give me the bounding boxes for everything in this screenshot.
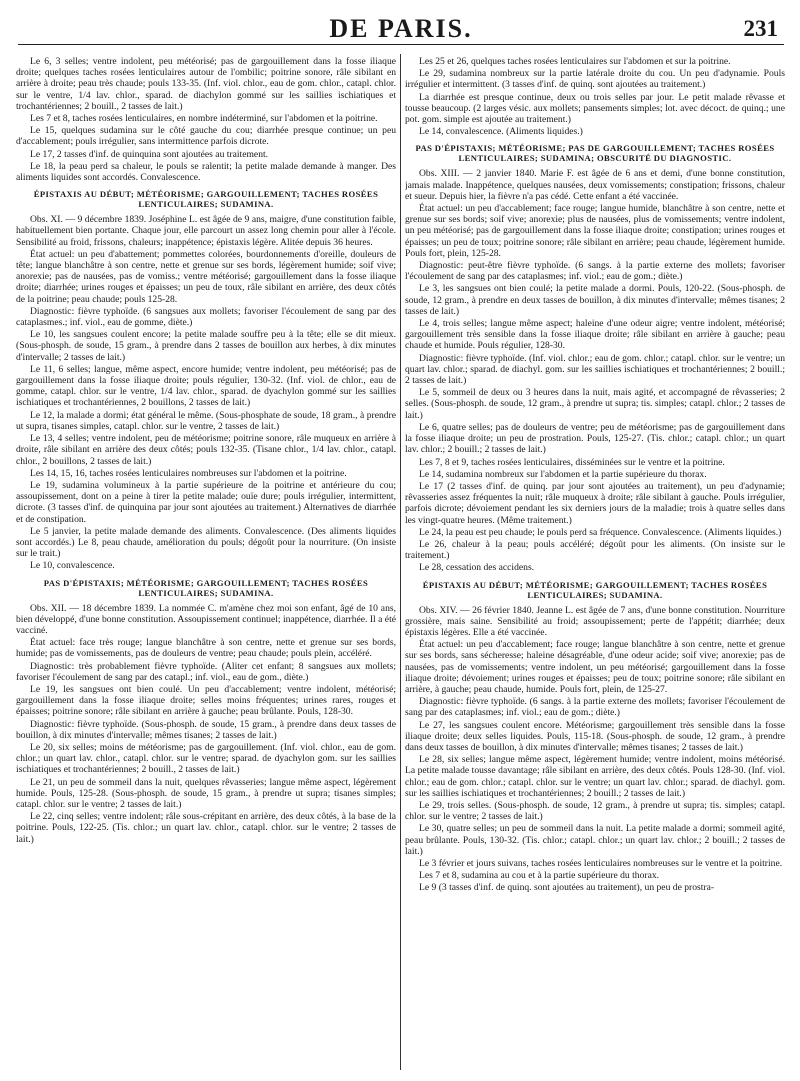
paragraph: Diagnostic: très probablement fièvre typhoïde. (Aliter cet enfant; 8 sangsues aux mollets; favoriser l'écoulement de sang par des catapl.; inf. viol., eau de gom., diète.) xyxy=(16,660,396,683)
paragraph: Les 7 et 8, sudamina au cou et à la partie supérieure du thorax. xyxy=(419,870,660,882)
paragraph: Les 7, 8 et 9, taches rosées lenticulaires, disséminées sur le ventre et la poitrine. xyxy=(419,456,725,468)
section-heading: PAS D'ÉPISTAXIS; MÉTÉORISME; GARGOUILLEMENT; TACHES ROSÉES LENTICULAIRES; SUDAMINA. xyxy=(43,577,369,598)
paragraph: Diagnostic: fièvre typhoïde. (6 sangsues aux mollets; favoriser l'écoulement de sang par des cataplasmes.; inf. viol., eau de gomme, diète.) xyxy=(16,305,396,329)
paragraph: Le 22, cinq selles; ventre indolent; râle sous-crépitant en arrière, des deux côtés, à la base de la poitrine. Pouls, 122-25. (Tis. chlor.; un quart lav. chlor., catapl. chlor. sur le ventre; 2 tasses de lait.) xyxy=(16,811,396,845)
paragraph: Le 20, six selles; moins de météorisme; pas de gargouillement. (Inf. viol. chlor., eau de gom. chlor.; un quart lav. chlor., catapl. chlor. sur le ventre; sparad. de dyachylon gom. sur les saillies ischiatiques et trochantériennes; 2 bouill., 2 tasses de lait.) xyxy=(16,741,396,776)
paragraph: État actuel: un peu d'accablement; face rouge; langue humide, blanchâtre à son centre, nette et grenue sur ses bords; soif vive; anorexie; plus de nausées, plus de vomissements; ventre indolent, un peu météorisé; pas de gargouillement dans la fosse iliaque droite; constipation; urines rouges et épaisses; un peu de toux; poitrine sonore; râle sibilant en arrière; peau chaude, légèrement humide. Pouls fort, plein, 125-28. xyxy=(405,203,785,259)
paragraph: Le 29, sudamina nombreux sur la partie latérale droite du cou. Un peu d'adynamie. Pouls irrégulier et intermittent. (3 tasses d'inf. de quinq. sont ajoutées au traitement.) xyxy=(405,68,785,91)
paragraph: Le 18, la peau perd sa chaleur, le pouls se ralentit; la petite malade demande à manger. Des aliments liquides sont accordés. Convalescence. xyxy=(16,160,396,184)
section-heading: ÉPISTAXIS AU DÉBUT; MÉTÉORISME; GARGOUILLEMENT; TACHES ROSÉES LENTICULAIRES; SUDAMINA. xyxy=(33,189,379,210)
paragraph: Le 13, 4 selles; ventre indolent, peu de météorisme; poitrine sonore, râle muqueux en arrière à droite, râle sibilant en arrière des deux côtés; pouls 132-35. (Tisane chlor., 1/4 lav. chlor., catapl. chlor., 2 bouillons, 2 tasses de lait.) xyxy=(16,433,396,467)
paragraph: Le 5 janvier, la petite malade demande des aliments. Convalescence. (Des aliments liquides sont accordés.) Le 8, peau chaude, amélioration du pouls; dégoût pour la nourriture. (On insiste sur le trait.) xyxy=(16,525,396,560)
paragraph: Le 17, 2 tasses d'inf. de quinquina sont ajoutées au traitement. xyxy=(30,148,269,160)
left-column xyxy=(16,56,396,1068)
paragraph: État actuel: un peu d'accablement; face rouge; langue blanchâtre à son centre, nette et grenue sur ses bords, sans sécheresse; haleine désagréable, d'une odeur acide; soif vive; anorexie; pas de nausées, pas de vomissements; ventre indolent, un peu météorisé; gargouillement dans la fosse iliaque droite; dévoiement; urines rouges et épaisses; peu de toux; poitrine sonore; râle sibilant en arrière, à gauche; peau chaude, humide. Pouls fort, plein, de 125-27. xyxy=(405,639,785,695)
paragraph: Le 28, cessation des accidens. xyxy=(419,562,535,574)
page-number: 231 xyxy=(743,16,778,41)
paragraph: Le 10, convalescence. xyxy=(30,560,115,572)
paragraph: La diarrhée est presque continue, deux ou trois selles par jour. Le petit malade rêvasse et tousse beaucoup. (2 larges vésic. aux mollets; pansements simples; lot. avec décoct. de quinq.; une pot. gom. simple est ajoutée au traitement.) xyxy=(405,91,785,126)
column-divider xyxy=(400,54,401,1070)
section-heading: PAS D'ÉPISTAXIS; MÉTÉORISME; PAS DE GARGOUILLEMENT; TACHES ROSÉES LENTICULAIRES; SUDAMINA; OBSCURITÉ DU DIAGNOSTIC. xyxy=(415,143,775,164)
paragraph: Le 17 (2 tasses d'inf. de quinq. par jour sont ajoutées au traitement), un peu d'adynamie; rêvasseries assez fréquentes la nuit; râle muqueux à droite; râle sibilant à gauche. Pouls irrégulier, parfois dicrote; dévoiement pendant les six derniers jours de la maladie; trois à quatre selles dans les vingt-quatre heures. (Même traitement.) xyxy=(405,480,785,526)
paragraph: Le 21, un peu de sommeil dans la nuit, quelques rêvasseries; langue même aspect, légèrement humide. Pouls, 125-28. (Sous-phosph. de soude, 15 gram., à prendre ut supra; tisanes simples; catapl. chlor. sur le ventre; 2 tasses de lait.) xyxy=(16,776,396,810)
paragraph: Le 10, les sangsues coulent encore; la petite malade souffre peu à la tête; elle se dit mieux. (Sous-phosph. de soude, 15 gram., à prendre dans 2 tasses de bouillon aux herbes, à dix minutes d'intervalle; 2 tasses de lait.) xyxy=(16,329,396,363)
paragraph: Le 14, convalescence. (Aliments liquides.) xyxy=(419,126,583,138)
paragraph: État actuel: un peu d'abattement; pommettes colorées, bourdonnements d'oreille, douleurs de tête; langue blanchâtre à son centre, nette et grenue sur ses bords, légèrement humide; soif vive; anorexie; pas de nausées, pas de vomiss.; ventre météorisé; gargouillement dans la fosse iliaque droite; diarrhée; urines rouges et épaisses; un peu de toux, râle sibilant en arrière, des deux côtés de la poitrine; peau chaude; pouls 125-28. xyxy=(16,248,396,305)
paragraph: Le 27, les sangsues coulent encore. Météorisme; gargouillement très sensible dans la fosse iliaque droite; deux selles liquides. Pouls, 115-18. (Sous-phosph. de soude, 12 gram., à prendre dans deux tasses de bouillon, à dix minutes d'intervalle; mêmes tisanes; 2 tasses de lait.) xyxy=(405,719,785,753)
paragraph: Diagnostic: fièvre typhoïde. (Sous-phosph. de soude, 15 gram., à prendre dans deux tasses de bouillon, à dix minutes d'intervalle; mêmes tisanes; 2 tasses de lait.) xyxy=(16,718,396,741)
paragraph: Le 4, trois selles; langue même aspect; haleine d'une odeur aigre; ventre indolent, météorisé; gargouillement très sensible dans la fosse iliaque droite; râle sibilant en arrière à gauche; peau chaude et humide. Pouls régulier, 128-30. xyxy=(405,318,785,352)
paragraph: Diagnostic: fièvre typhoïde. (6 sangs. à la partie externe des mollets; favoriser l'écoulement de sang par des cataplasmes; inf. viol.; eau de gom.; diète.) xyxy=(405,696,785,719)
paragraph: Diagnostic: peut-être fièvre typhoïde. (6 sangs. à la partie externe des mollets; favoriser l'écoulement de sang par des cataplasmes; inf. viol.; eau de gom.; diète.) xyxy=(405,260,785,283)
paragraph: Le 6, 3 selles; ventre indolent, peu météorisé; pas de gargouillement dans la fosse iliaque droite; quelques taches rosées lenticulaires autour de l'ombilic; poitrine sonore, râle sibilant en arrière à droite; peau très chaude; pouls 133-35. (Inf. viol. chlor., eau de gom. chlor., catapl. chlor. sur le ventre, 1/4 lav. chlor., sparad. de diachylon gommé sur les saillies ischiatiques et trochantériennes; 2 bouill., 2 tasses de lait.) xyxy=(16,56,396,112)
paragraph: Le 24, la peau est peu chaude; le pouls perd sa fréquence. Convalescence. (Aliments liquides.) xyxy=(419,526,782,538)
paragraph: Le 9 (3 tasses d'inf. de quinq. sont ajoutées au traitement), un peu de prostra- xyxy=(419,882,715,894)
paragraph: État actuel: face très rouge; langue blanchâtre à son centre, nette et grenue sur ses bords, humide; pas de vomissements, pas de douleurs de ventre; peau chaude; pouls plein, accéléré. xyxy=(16,637,396,660)
paragraph: Diagnostic: fièvre typhoïde. (Inf. viol. chlor.; eau de gom. chlor.; catapl. chlor. sur le ventre; un quart lav. chlor.; sparad. de diachyl. gom. sur les saillies ischiatiques et trochantériennes; 2 bouill.; 2 tasses de lait.) xyxy=(405,352,785,387)
paragraph: Le 14, sudamina nombreux sur l'abdomen et la partie supérieure du thorax. xyxy=(419,468,707,480)
right-column xyxy=(405,56,785,1068)
paragraph: Le 28, six selles; langue même aspect, légèrement humide; ventre indolent, moins météorisé. La petite malade tousse davantage; râle sibilant en arrière, des deux côtés. Pouls 128-30. (Inf. viol. chlor.; eau de gom. chlor.; catapl. chlor. sur le ventre; un quart lav. chlor.; sparad. de diachyl. gom. sur les saillies ischiatiques et trochantériennes; 2 bouill.; 2 tasses de lait.) xyxy=(405,754,785,799)
paragraph: Le 5, sommeil de deux ou 3 heures dans la nuit, mais agité, et accompagné de rêvasseries; 2 selles. (Sous-phosph. de soude, 12 gram., à prendre ut supra; tis. simples; catapl. chlor.; 2 tasses de lait.) xyxy=(405,387,785,421)
paragraph: Le 30, quatre selles; un peu de sommeil dans la nuit. La petite malade a dormi; sommeil agité, peau brûlante. Pouls, 130-32. (Tis. chlor.; catapl. chlor.; un quart lav. chlor.; 2 bouill.; 2 tasses de lait.) xyxy=(405,823,785,857)
section-heading: ÉPISTAXIS AU DÉBUT; MÉTÉORISME; GARGOUILLEMENT; TACHES ROSÉES LENTICULAIRES; SUDAMINA. xyxy=(422,579,768,600)
paragraph: Obs. XII. — 18 décembre 1839. La nommée C. m'amène chez moi son enfant, âgé de 10 ans, bien développé, d'une bonne constitution. Assoupissement continuel; inappétence, diarrhée. Il a été vacciné. xyxy=(16,602,396,636)
paragraph: Le 19, les sangsues ont bien coulé. Un peu d'accablement; ventre indolent, météorisé; gargouillement dans la fosse iliaque droite; selles moins fréquentes; urines rares, rouges et épaisses; poitrine sonore; râle sibilant en arrière à gauche; peau brûlante. Pouls, 128-30. xyxy=(16,683,396,718)
paragraph: Le 15, quelques sudamina sur le côté gauche du cou; diarrhée presque continue; un peu d'accablement; pouls irrégulier, sans intermittence parfois dicrote. xyxy=(16,125,396,148)
paragraph: Le 6, quatre selles; pas de douleurs de ventre; peu de météorisme; pas de gargouillement dans la fosse iliaque droite; un peu de prostration. Pouls, 125-27. (Tis. chlor.; catapl. chlor.; un quart lav. chlor.; 2 bouill.; 2 tasses de lait.) xyxy=(405,421,785,456)
page-header xyxy=(18,14,784,45)
paragraph: Le 3 février et jours suivans, taches rosées lenticulaires nombreuses sur le ventre et la poitrine. xyxy=(419,858,783,869)
running-title: DE PARIS. xyxy=(329,14,473,43)
paragraph: Le 29, trois selles. (Sous-phosph. de soude, 12 gram., à prendre ut supra; tis. simples; catapl. chlor. sur le ventre; 2 tasses de lait.) xyxy=(405,799,785,823)
paragraph: Le 19, sudamina volumineux à la partie supérieure de la poitrine et antérieure du cou; assoupissement, dont on a peine à tirer la petite malade; ouïe dure; pouls irrégulier, intermittent, dicrote. (3 tasses d'inf. de quinquina par jour sont ajoutées au traitement.) Alternatives de diarrhée et de constipation. xyxy=(16,479,396,525)
paragraph: Obs. XI. — 9 décembre 1839. Joséphine L. est âgée de 9 ans, maigre, d'une constitution faible, habituellement bien portante. Chaque jour, elle parcourt un assez long chemin pour aller à l'école. Sensibilité au froid, frissons, chaleurs; inappétence; épistaxis légère. Alitée depuis 36 heures. xyxy=(16,214,396,248)
paragraph: Le 11, 6 selles; langue, même aspect, encore humide; ventre indolent, peu météorisé; pas de gargouillement dans la fosse iliaque droite; pouls régulier, 130-32. (Inf. viol. de chlor., eau de gomme, catapl. chlor. sur le ventre, 1/4 lav. chlor., sparad. de dyachylon gommé sur les saillies ischiatiques et trochantériennes, 2 bouillons, 2 tasses de lait.) xyxy=(16,363,396,409)
paragraph: Le 26, chaleur à la peau; pouls accéléré; dégoût pour les aliments. (On insiste sur le traitement.) xyxy=(405,538,785,562)
paragraph: Les 25 et 26, quelques taches rosées lenticulaires sur l'abdomen et sur la poitrine. xyxy=(419,56,731,67)
paragraph: Le 3, les sangsues ont bien coulé; la petite malade a dormi. Pouls, 120-22. (Sous-phosph. de soude, 12 gram., à prendre en deux tasses de bouillon, à dix minutes d'intervalle; mêmes tisanes; 2 tasses de lait.) xyxy=(405,283,785,317)
paragraph: Les 14, 15, 16, taches rosées lenticulaires nombreuses sur l'abdomen et la poitrine. xyxy=(30,467,347,479)
paragraph: Les 7 et 8, taches rosées lenticulaires, en nombre indéterminé, sur l'abdomen et la poitrine. xyxy=(30,113,378,125)
paragraph: Obs. XIII. — 2 janvier 1840. Marie F. est âgée de 6 ans et demi, d'une bonne constitution, jamais malade. Inappétence, quelques nausées, deux vomissements; constipation; frissons, chaleur et sueur. Depuis hier, la fièvre n'a pas cédé. Cette enfant a été vaccinée. xyxy=(405,168,785,202)
paragraph: Le 12, la malade a dormi; état général le même. (Sous-phosphate de soude, 18 gram., à prendre ut supra, tisanes simples, catapl. chlor. sur le ventre, 2 tasses de lait.) xyxy=(16,409,396,432)
paragraph: Obs. XIV. — 26 février 1840. Jeanne L. est âgée de 7 ans, d'une bonne constitution. Nourriture grossière, mais saine. Sensibilité au froid; assoupissement; perte de l'appétit; diarrhée; deux épistaxis légères. Elle a été vaccinée. xyxy=(405,604,785,638)
